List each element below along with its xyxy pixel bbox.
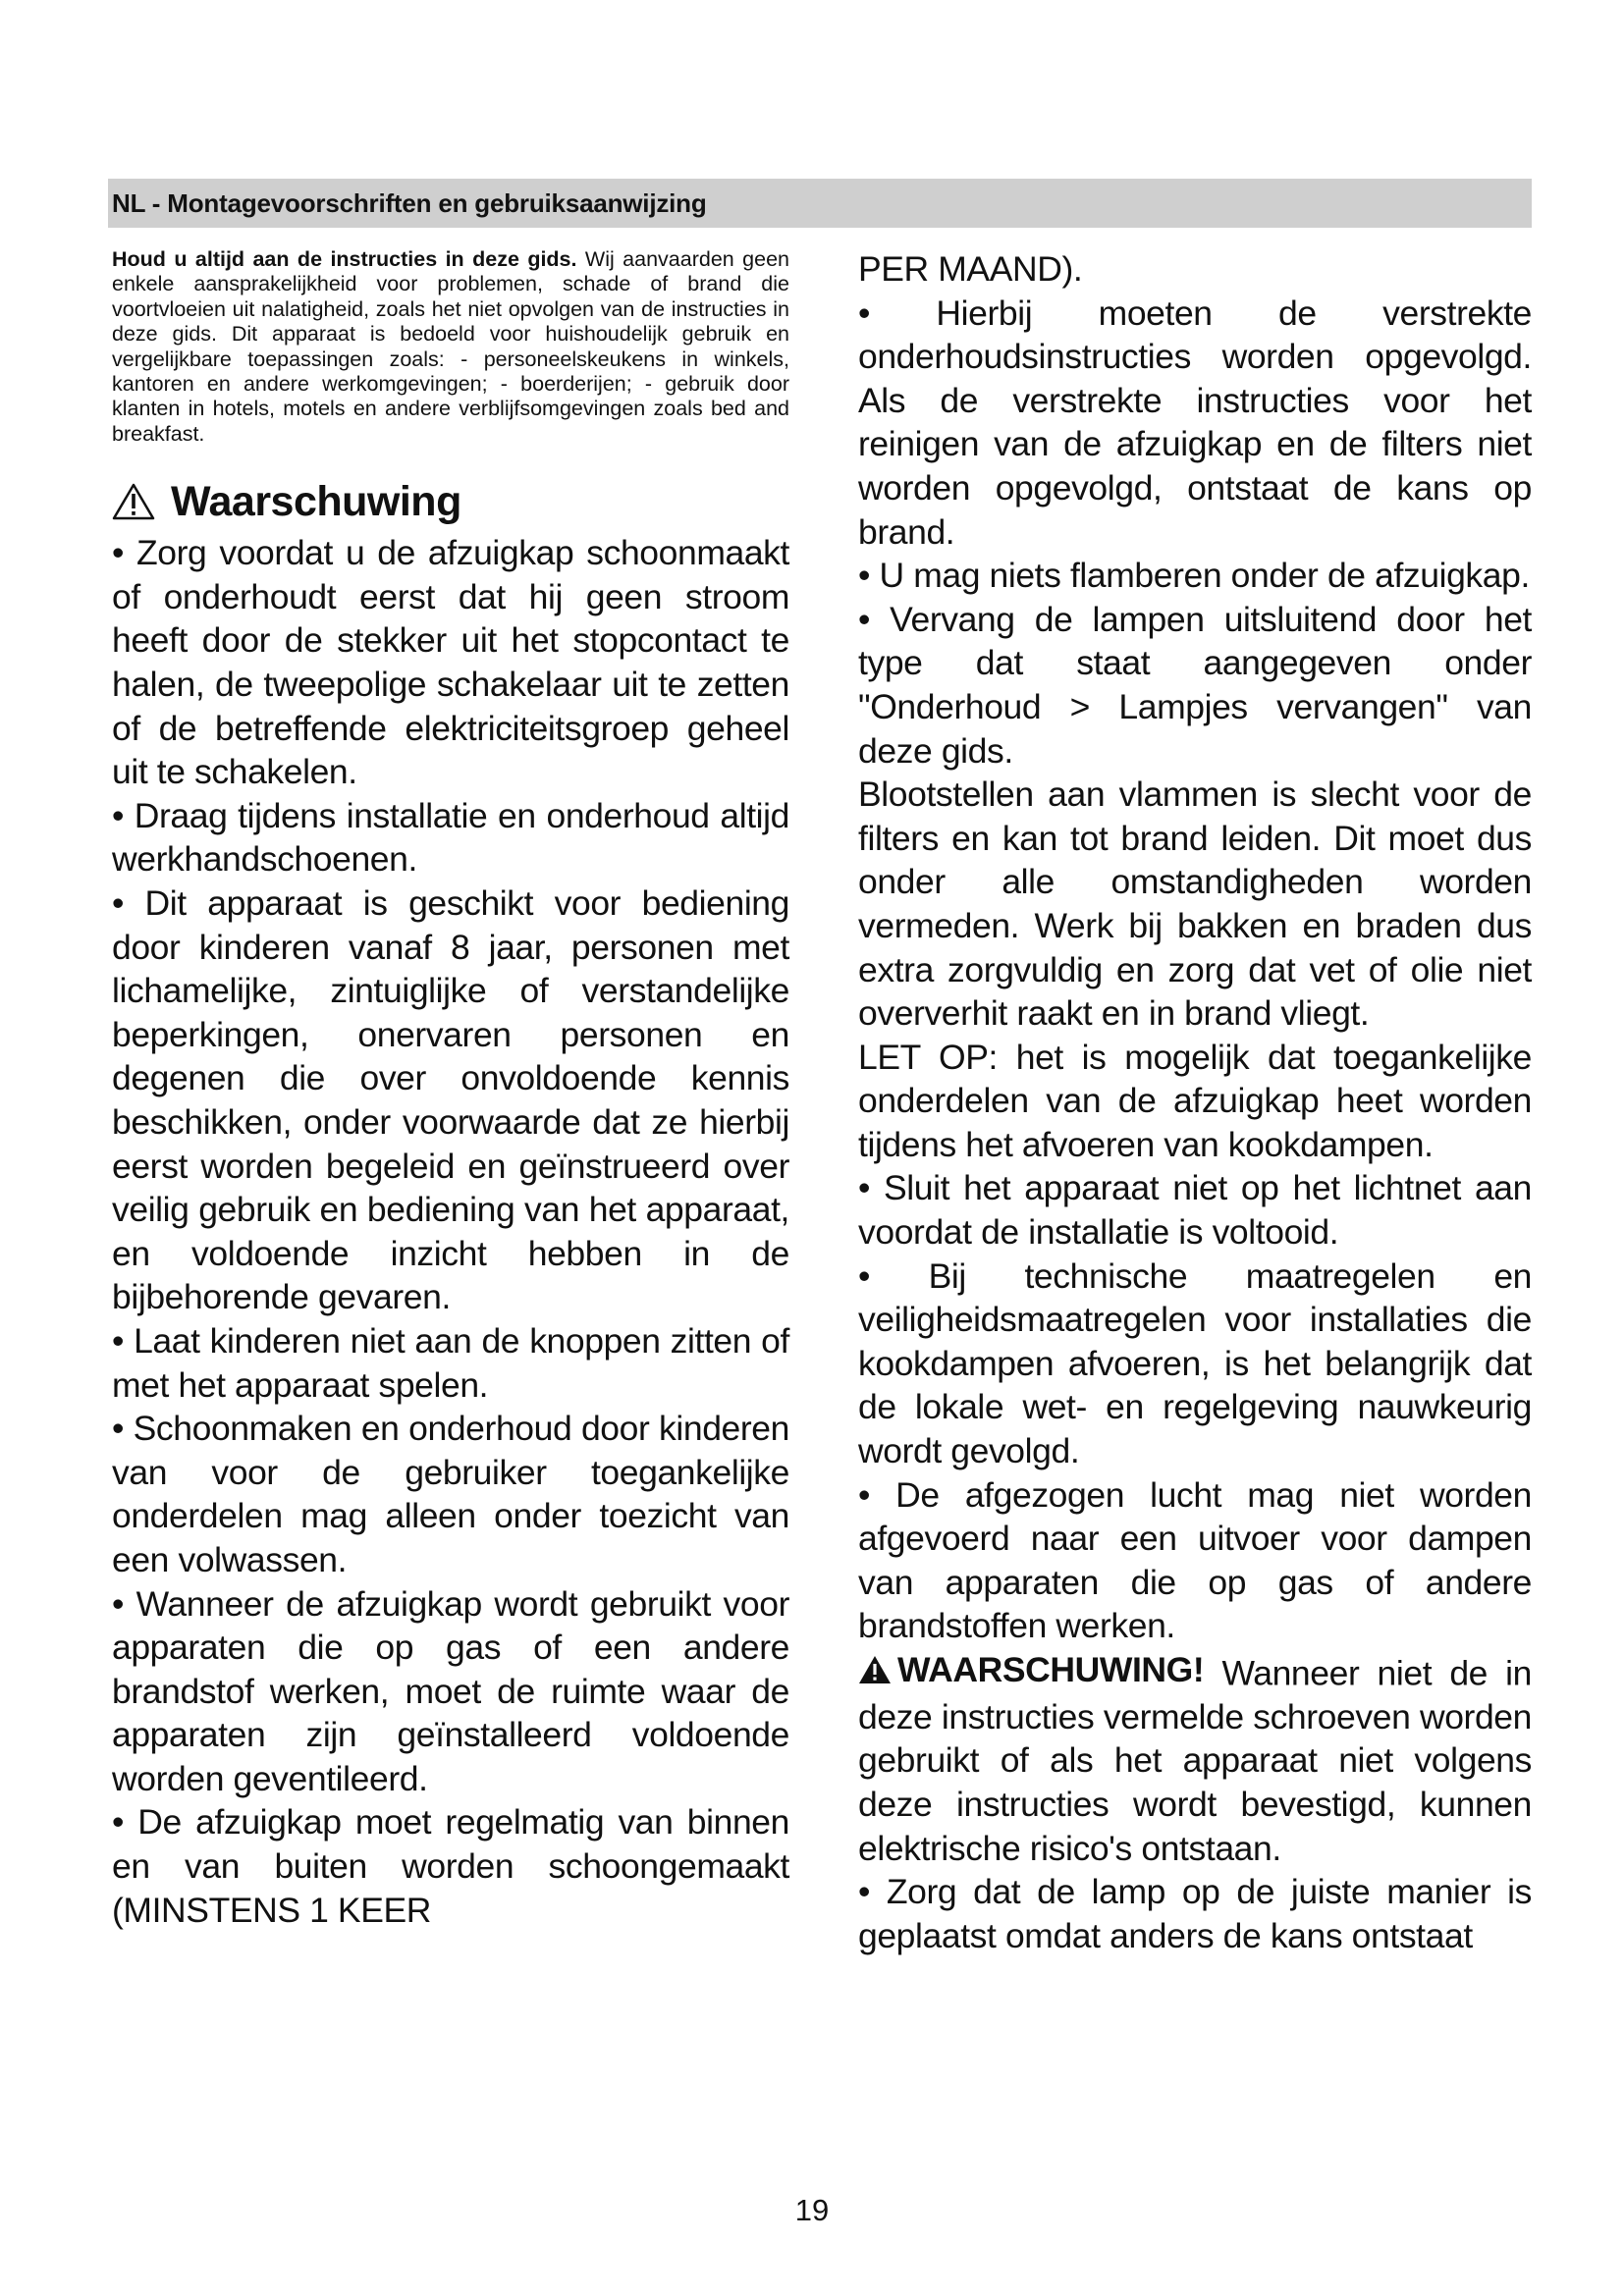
warning-heading-text: Waarschuwing: [171, 478, 461, 526]
right-paragraph: • Zorg dat de lamp op de juiste manier is geplaatst omdat anders de kans ontstaat: [858, 1872, 1532, 1955]
warning-heading: [112, 476, 789, 527]
left-column: [112, 247, 789, 1932]
left-paragraph: • Wanneer de afzuigkap wordt gebruikt voor apparaten die op gas of een andere brandstof werken, moet de ruimte waar de apparaten zijn geïnstalleerd voldoende worden geventileerd.: [112, 1583, 789, 1798]
right-paragraph: LET OP: het is mogelijk dat toegankelijke onderdelen van de afzuigkap heet worden tijdens het afvoeren van kookdampen.: [858, 1037, 1532, 1164]
right-paragraph: PER MAAND).: [858, 249, 1083, 289]
inline-warning-label-group: [858, 1648, 1204, 1692]
left-paragraph: • De afzuigkap moet regelmatig van binnen en van buiten worden schoongemaakt (MINSTENS 1 KEER: [112, 1802, 789, 1930]
right-paragraph: • De afgezogen lucht mag niet worden afgevoerd naar een uitvoer voor dampen van apparaten die op gas of andere brandstoffen werken.: [858, 1474, 1532, 1646]
inline-warning-paragraph: [858, 1648, 1532, 1870]
right-paragraph: • Vervang de lampen uitsluitend door het type dat staat aangegeven onder "Onderhoud > Lampjes vervangen" van deze gids.: [858, 599, 1532, 771]
left-paragraph: • Zorg voordat u de afzuigkap schoonmaakt of onderhoudt eerst dat hij geen stroom heeft door de stekker uit het stopcontact te halen, de tweepolige schakelaar uit te zetten of de betreffende elektriciteitsgroep geheel uit te schakelen.: [112, 533, 789, 792]
warning-triangle-filled-icon: [858, 1655, 892, 1684]
inline-warning-text: Wanneer niet de in deze instructies vermelde schroeven worden gebruikt of als het apparaat niet volgens deze instructies wordt bevestigd, kunnen elektrische risico's ontstaan.: [858, 1653, 1532, 1868]
right-paragraph: • Bij technische maatregelen en veiligheidsmaatregelen voor installaties die kookdampen afvoeren, is het belangrijk dat de lokale wet- en regelgeving nauwkeurig wordt gevolgd.: [858, 1255, 1532, 1471]
warning-triangle-outline-icon: [112, 483, 155, 520]
intro-text: Wij aanvaarden geen enkele aansprakelijkheid voor problemen, schade of brand die voortvloeien uit nalatigheid, zoals het niet opvolgen van de instructies in deze gids. Dit apparaat is bedoeld voor huishoudelijk gebruik en vergelijkbare toepassingen zoals: - personeelskeukens in winkels, kantoren en andere werkomgevingen; - boerderijen; - gebruik door klanten in hotels, motels en andere verblijfsomgevingen zoals bed and breakfast.: [112, 247, 789, 446]
page-number: 19: [794, 2193, 830, 2227]
left-paragraph: • Laat kinderen niet aan de knoppen zitten of met het apparaat spelen.: [112, 1320, 789, 1405]
right-paragraph: • Sluit het apparaat niet op het lichtnet aan voordat de installatie is voltooid.: [858, 1168, 1532, 1253]
intro-paragraph: [112, 247, 789, 447]
section-header: [108, 179, 1532, 228]
left-paragraph: • Schoonmaken en onderhoud door kinderen van voor de gebruiker toegankelijke onderdelen mag alleen onder toezicht van een volwassen.: [112, 1409, 789, 1579]
left-paragraph: • Dit apparaat is geschikt voor bediening door kinderen vanaf 8 jaar, personen met lichamelijke, zintuiglijke of verstandelijke beperkingen, onervaren personen en degenen die over onvoldoende kennis beschikken, onder voorwaarde dat ze hierbij eerst worden begeleid en geïnstrueerd over veilig gebruik en bediening van het apparaat, en voldoende inzicht hebben in de bijbehorende gevaren.: [112, 883, 789, 1317]
intro-bold: Houd u altijd aan de instructies in deze gids.: [112, 247, 577, 271]
section-header-title: NL - Montagevoorschriften en gebruiksaanwijzing: [112, 188, 707, 218]
right-paragraph: Blootstellen aan vlammen is slecht voor de filters en kan tot brand leiden. Dit moet dus onder alle omstandigheden worden vermeden. Werk bij bakken en braden dus extra zorgvuldig en zorg dat vet of olie niet oververhit raakt en in brand vliegt.: [858, 774, 1532, 1034]
right-paragraph: • Hierbij moeten de verstrekte onderhoudsinstructies worden opgevolgd. Als de verstrekte instructies voor het reinigen van de afzuigkap en de filters niet worden opgevolgd, ontstaat de kans op brand.: [858, 293, 1532, 552]
left-paragraph: • Draag tijdens installatie en onderhoud altijd werkhandschoenen.: [112, 795, 789, 880]
inline-warning-label: WAARSCHUWING!: [897, 1650, 1205, 1689]
right-paragraph: • U mag niets flamberen onder de afzuigkap.: [858, 556, 1530, 596]
right-column: [858, 247, 1532, 1957]
